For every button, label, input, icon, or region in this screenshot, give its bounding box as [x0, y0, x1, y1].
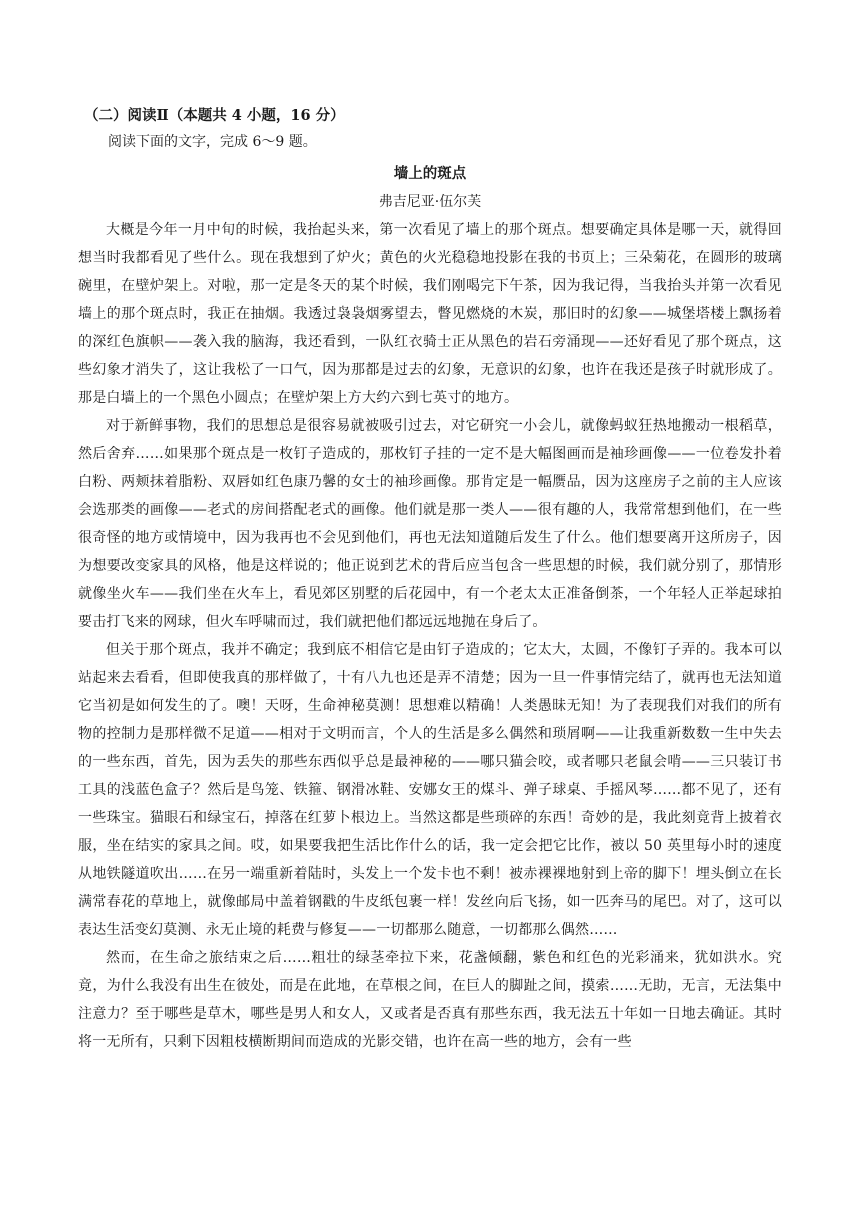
article-paragraph-3: 但关于那个斑点，我并不确定；我到底不相信它是由钉子造成的；它太大，太圆，不像钉子弄的。我本可以站起来去看看，但即使我真的那样做了，十有八九也还是弄不清楚；因为一旦一件事情完结了，就再也无法知道它当初是如何发生的了。噢！天呀，生命神秘莫测！思想难以精确！人类愚昧无知！为了表现我们对我们的所有物的控制力是那样微不足道——相对于文明而言，个人的生活是多么偶然和琐屑啊——让我重新数数一生中失去的一些东西，首先，因为丢失的那些东西似乎总是最神秘的——哪只猫会咬，或者哪只老鼠会啃——三只装订书工具的浅蓝色盒子？然后是鸟笼、铁箍、钢滑冰鞋、安娜女王的煤斗、弹子球桌、手摇风琴……都不见了，还有一些珠宝。猫眼石和绿宝石，掉落在红萝卜根边上。当然这都是些琐碎的东西！奇妙的是，我此刻竟背上披着衣服，坐在结实的家具之间。哎，如果要我把生活比作什么的话，我一定会把它比作，被以 50 英里每小时的速度从地铁隧道吹出……在另一端重新着陆时，头发上一个发卡也不剩！被赤裸裸地射到上帝的脚下！埋头倒立在长满常春花的草地上，就像邮局中盖着钢戳的牛皮纸包裹一样！发丝向后飞扬，如一匹奔马的尾巴。对了，这可以表达生活变幻莫测、永无止境的耗费与修复——一切都那么随意，一切都那么偶然……	[78, 642, 782, 938]
reading-instruction: 阅读下面的文字，完成 6～9 题。	[108, 134, 317, 150]
document-page	[78, 104, 782, 1056]
article-paragraph-4: 然而，在生命之旅结束之后……粗壮的绿茎牵拉下来，花盏倾翻，紫色和红色的光彩涌来，犹如洪水。究竟，为什么我没有出生在彼处，而是在此地，在草根之间，在巨人的脚趾之间，摸索……无助，无言，无法集中注意力？至于哪些是草木，哪些是男人和女人，又或者是否真有那些东西，我无法五十年如一日地去确证。其时将一无所有，只剩下因粗枝横断期间而造成的光影交错，也许在高一些的地方，会有一些	[78, 950, 782, 1050]
article-title: 墙上的斑点	[393, 165, 467, 182]
article-paragraph-2: 对于新鲜事物，我们的思想总是很容易就被吸引过去，对它研究一小会儿，就像蚂蚁狂热地搬动一根稻草，然后舍弃……如果那个斑点是一枚钉子造成的，那枚钉子挂的一定不是大幅图画而是袖珍画像——一位卷发扑着白粉、两颊抹着脂粉、双唇如红色康乃馨的女士的袖珍画像。那肯定是一幅赝品，因为这座房子之前的主人应该会选那类的画像——老式的房间搭配老式的画像。他们就是那一类人——很有趣的人，我常常想到他们，在一些很奇怪的地方或情境中，因为我再也不会见到他们，再也无法知道随后发生了什么。他们想要离开这所房子，因为想要改变家具的风格，他是这样说的；他正说到艺术的背后应当包含一些思想的时候，我们就分别了，那情形就像坐火车——我们坐在火车上，看见郊区别墅的后花园中，有一个老太太正准备倒茶，一个年轻人正举起球拍要击打飞来的网球，但火车呼啸而过，我们就把他们都远远地抛在身后了。	[78, 418, 782, 630]
article-paragraph-1: 大概是今年一月中旬的时候，我抬起头来，第一次看见了墙上的那个斑点。想要确定具体是哪一天，就得回想当时我都看见了些什么。现在我想到了炉火；黄色的火光稳稳地投影在我的书页上；三朵菊花，在圆形的玻璃碗里，在壁炉架上。对啦，那一定是冬天的某个时候，我们刚喝完下午茶，因为我记得，当我抬头并第一次看见墙上的那个斑点时，我正在抽烟。我透过袅袅烟雾望去，瞥见燃烧的木炭，那旧时的幻象——城堡塔楼上飘扬着的深红色旗帜——袭入我的脑海，我还看到，一队红衣骑士正从黑色的岩石旁涌现——还好看见了那个斑点，这些幻象才消失了，这让我松了一口气，因为那都是过去的幻象，无意识的幻象，也许在我还是孩子时就形成了。那是白墙上的一个黑色小圆点；在壁炉架上方大约六到七英寸的地方。	[78, 222, 782, 406]
section-heading: （二）阅读Ⅱ（本题共 4 小题，16 分）	[84, 107, 345, 124]
article-author: 弗吉尼亚·伍尔芙	[378, 194, 482, 210]
